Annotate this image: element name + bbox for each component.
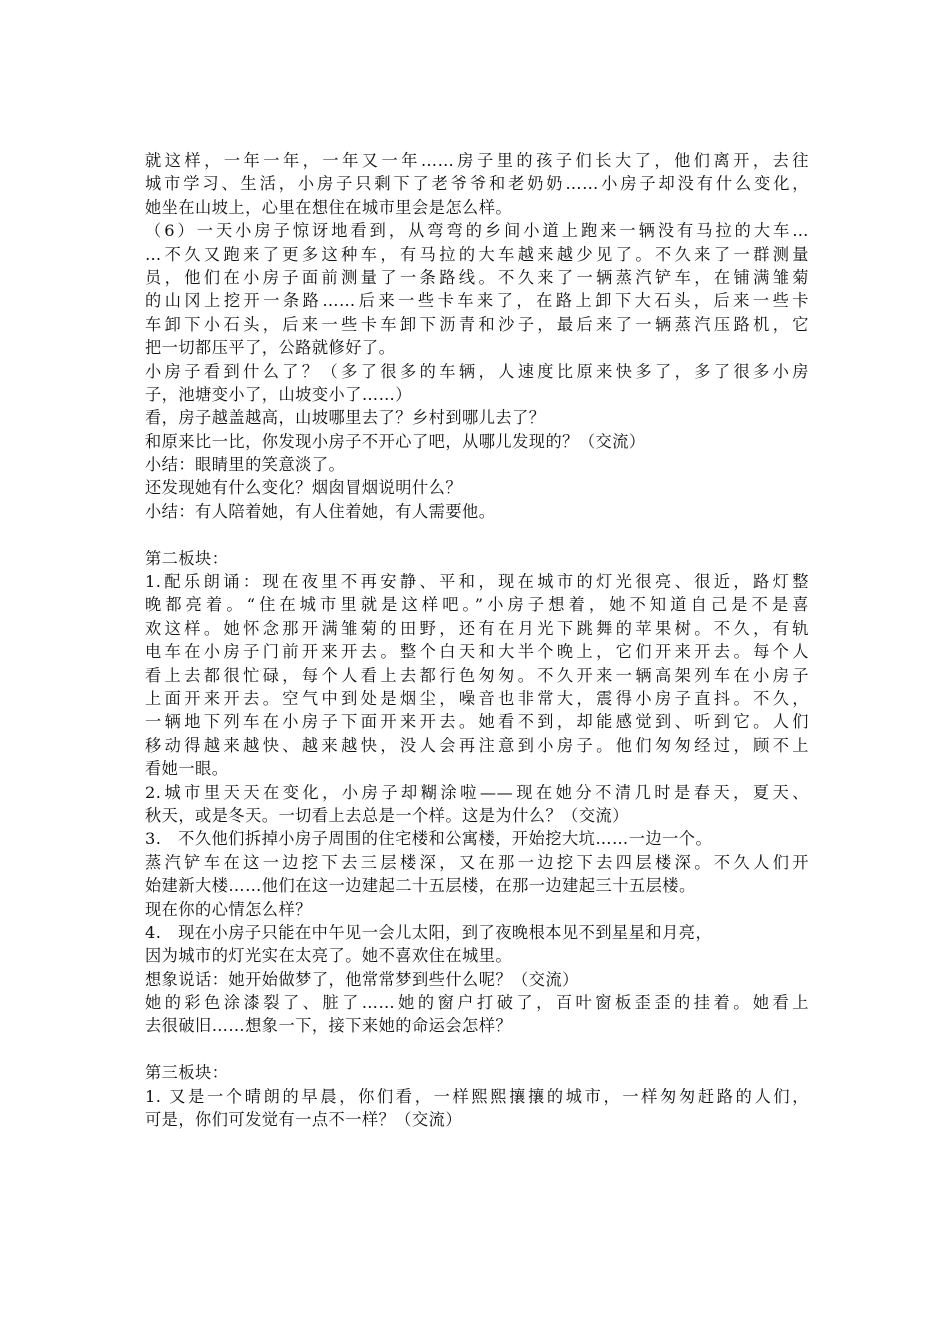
- text-line: 始建新大楼……他们在这一边建起二十五层楼，在那一边建起三十五层楼。: [145, 876, 696, 896]
- text-line: 欢这样。她怀念那开满雏菊的田野，还有在月光下跳舞的苹果树。不久，有轨: [145, 618, 809, 638]
- text-line: 还发现她有什么变化？烟囱冒烟说明什么？: [145, 478, 463, 498]
- text-line: 2.城市里天天在变化，小房子却糊涂啦——现在她分不清几时是春天，夏天、: [145, 782, 809, 802]
- text-line: 看，房子越盖越高，山坡哪里去了？乡村到哪儿去了？: [145, 408, 546, 428]
- text-line: 秋天，或是冬天。一切看上去总是一个样。这是为什么？（交流）: [145, 805, 629, 825]
- text-line: 可是，你们可发觉有一点不一样？（交流）: [145, 1110, 463, 1130]
- blank-line: [145, 1038, 809, 1061]
- text-line: 小结：眼睛里的笑意淡了。: [145, 455, 346, 475]
- text-line: 和原来比一比，你发现小房子不开心了吧，从哪儿发现的？（交流）: [145, 431, 646, 451]
- text-line: 因为城市的灯光实在太亮了。她不喜欢住在城里。: [145, 946, 513, 966]
- text-line: 电车在小房子门前开来开去。整个白天和大半个晚上，它们开来开去。每个人: [145, 642, 809, 662]
- text-line: 4. 现在小房子只能在中午见一会儿太阳，到了夜晚根本见不到星星和月亮，: [145, 922, 713, 942]
- text-line: 上面开来开去。空气中到处是烟尘，噪音也非常大，震得小房子直抖。不久，: [145, 688, 809, 708]
- text-line: 她坐在山坡上，心里在想住在城市里会是怎么样。: [145, 197, 513, 217]
- text-line: 1. 又是一个晴朗的早晨，你们看，一样熙熙攘攘的城市，一样匆匆赶路的人们，: [145, 1086, 809, 1106]
- text-line: 城市学习、生活，小房子只剩下了老爷爷和老奶奶……小房子却没有什么变化，: [145, 174, 809, 194]
- text-line: 一辆地下列车在小房子下面开来开去。她看不到，却能感觉到、听到它。人们: [145, 712, 809, 732]
- text-line: 3. 不久他们拆掉小房子周围的住宅楼和公寓楼，开始挖大坑……一边一个。: [145, 829, 713, 849]
- text-line: 蒸汽铲车在这一边挖下去三层楼深，又在那一边挖下去四层楼深。不久人们开: [145, 852, 809, 872]
- text-line: 想象说话：她开始做梦了，他常常梦到些什么呢？（交流）: [145, 969, 579, 989]
- text-line: 她的彩色涂漆裂了、脏了……她的窗户打破了，百叶窗板歪歪的挂着。她看上: [145, 993, 809, 1013]
- text-line: （6）一天小房子惊讶地看到，从弯弯的乡间小道上跑来一辆没有马拉的大车…: [145, 221, 809, 241]
- text-line: 子，池塘变小了，山坡变小了……）: [145, 384, 412, 404]
- text-line: 1.配乐朗诵：现在夜里不再安静、平和，现在城市的灯光很亮、很近，路灯整: [145, 572, 809, 592]
- document-body: [145, 149, 809, 1131]
- section-heading: 第二板块：: [145, 548, 229, 568]
- text-line: 晚都亮着。“住在城市里就是这样吧。”小房子想着，她不知道自己是不是喜: [145, 595, 809, 615]
- section-heading: 第三板块：: [145, 1063, 229, 1083]
- text-line: 的山冈上挖开一条路……后来一些卡车来了，在路上卸下大石头，后来一些卡: [145, 291, 809, 311]
- text-line: 把一切都压平了，公路就修好了。: [145, 338, 396, 358]
- blank-line: [145, 523, 809, 546]
- text-line: 现在你的心情怎么样？: [145, 899, 312, 919]
- text-line: …不久又跑来了更多这种车，有马拉的大车越来越少见了。不久来了一群测量: [145, 244, 809, 264]
- text-line: 车卸下小石头，后来一些卡车卸下沥青和沙子，最后来了一辆蒸汽压路机，它: [145, 314, 809, 334]
- text-line: 小结：有人陪着她，有人住着她，有人需要他。: [145, 501, 496, 521]
- text-line: 看上去都很忙碌，每个人看上去都行色匆匆。不久开来一辆高架列车在小房子: [145, 665, 809, 685]
- text-line: 去很破旧……想象一下，接下来她的命运会怎样？: [145, 1016, 513, 1036]
- text-line: 小房子看到什么了？（多了很多的车辆，人速度比原来快多了，多了很多小房: [145, 361, 809, 381]
- text-line: 员，他们在小房子面前测量了一条路线。不久来了一辆蒸汽铲车，在铺满雏菊: [145, 267, 809, 287]
- text-line: 移动得越来越快、越来越快，没人会再注意到小房子。他们匆匆经过，顾不上: [145, 735, 809, 755]
- text-line: 看她一眼。: [145, 759, 229, 779]
- text-line: 就这样，一年一年，一年又一年……房子里的孩子们长大了，他们离开，去往: [145, 151, 809, 170]
